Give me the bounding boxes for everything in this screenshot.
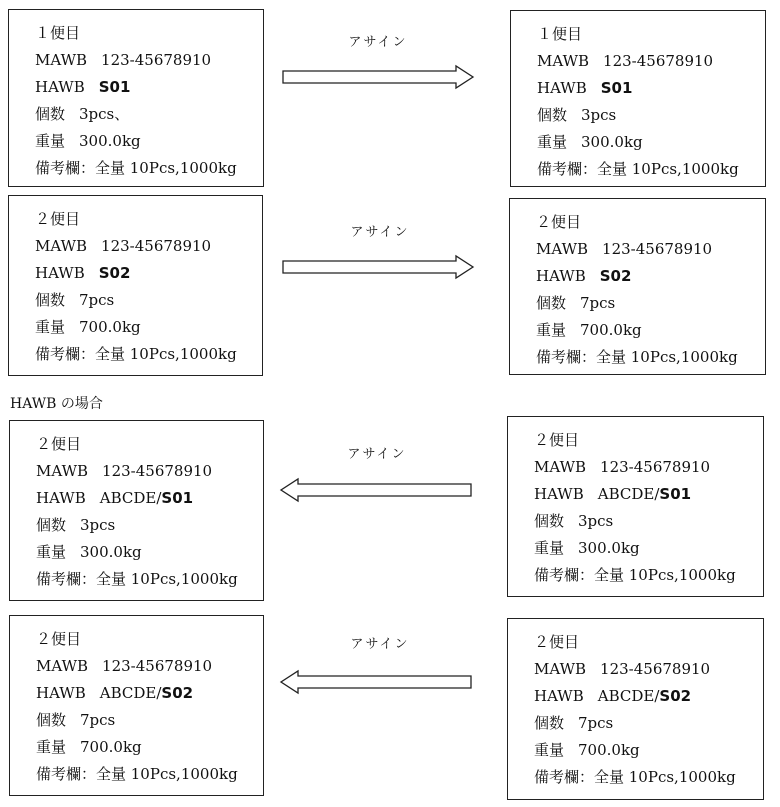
flight-number: ２便目 [534,633,580,651]
flight-number: ２便目 [36,630,82,648]
quantity-label: 個数 [536,294,567,312]
weight-row [35,314,262,341]
weight-value: 300.0kg [79,132,141,150]
quantity-label: 個数 [35,105,66,123]
quantity-row [36,512,263,539]
left-arrow-icon [279,669,475,695]
quantity-row [534,710,763,737]
weight-value: 700.0kg [80,738,142,756]
remarks-row: 備考欄：全量 10Pcs,1000kg [36,765,238,783]
weight-label: 重量 [36,543,67,561]
remarks-row: 備考欄：全量 10Pcs,1000kg [534,566,736,584]
quantity-label: 個数 [36,516,67,534]
shipment-card-pair4-left [9,615,264,796]
quantity-label: 個数 [36,711,67,729]
mawb-value: 123-45678910 [603,52,714,70]
hawb-row [35,74,263,101]
quantity-label: 個数 [534,512,565,530]
weight-row [537,129,765,156]
hawb-prefix: ABCDE/ [99,684,162,702]
weight-label: 重量 [537,133,568,151]
quantity-row [35,287,262,314]
mawb-label: MAWB [36,657,89,675]
hawb-label: HAWB [35,78,85,96]
mawb-label: MAWB [536,240,589,258]
assign-label: アサイン [347,447,407,462]
assign-label: アサイン [348,35,408,50]
hawb-label: HAWB [35,264,85,282]
hawb-row [534,683,763,710]
flight-number: ２便目 [35,210,81,228]
quantity-row [536,290,765,317]
flight-number: １便目 [537,25,583,43]
hawb-row [35,260,262,287]
hawb-label: HAWB [537,79,587,97]
weight-value: 300.0kg [578,539,640,557]
weight-row [536,317,765,344]
weight-value: 300.0kg [581,133,643,151]
mawb-label: MAWB [537,52,590,70]
mawb-label: MAWB [534,458,587,476]
remarks-row: 備考欄：全量 10Pcs,1000kg [35,345,237,363]
shipment-card-pair2-right [509,198,766,375]
quantity-label: 個数 [537,106,568,124]
mawb-label: MAWB [36,462,89,480]
shipment-card-pair3-right [507,416,764,597]
weight-label: 重量 [534,539,565,557]
section-label-hawb-case: HAWB の場合 [10,396,103,412]
remarks-row: 備考欄：全量 10Pcs,1000kg [536,348,738,366]
hawb-label: HAWB [534,687,584,705]
quantity-value: 3pcs [578,512,614,530]
hawb-value: S02 [161,684,194,702]
quantity-value: 3pcs [581,106,617,124]
quantity-value: 3pcs [80,516,116,534]
hawb-label: HAWB [36,684,86,702]
mawb-label: MAWB [35,51,88,69]
hawb-row [534,481,763,508]
weight-row [534,535,763,562]
weight-row [534,737,763,764]
hawb-value: S01 [98,78,131,96]
right-arrow-icon [281,64,477,90]
flight-number: ２便目 [534,431,580,449]
remarks-row: 備考欄：全量 10Pcs,1000kg [36,570,238,588]
quantity-row [537,102,765,129]
mawb-row [537,48,765,75]
shipment-card-pair1-right [510,10,766,187]
quantity-row [36,707,263,734]
remarks-row: 備考欄：全量 10Pcs,1000kg [534,768,736,786]
left-arrow-icon [279,477,475,503]
quantity-row [35,101,263,128]
remarks-row: 備考欄：全量 10Pcs,1000kg [537,160,739,178]
mawb-label: MAWB [35,237,88,255]
mawb-value: 123-45678910 [101,237,212,255]
hawb-row [36,485,263,512]
hawb-row [537,75,765,102]
weight-row [36,734,263,761]
quantity-value: 7pcs [80,711,116,729]
hawb-row [36,680,263,707]
quantity-value: 3pcs、 [79,105,130,123]
flight-number: ２便目 [36,435,82,453]
hawb-label: HAWB [536,267,586,285]
right-arrow-icon [281,254,477,280]
mawb-row [36,653,263,680]
flight-number: １便目 [35,24,81,42]
mawb-row [534,656,763,683]
weight-row [35,128,263,155]
assign-label: アサイン [350,637,410,652]
hawb-value: S01 [600,79,633,97]
quantity-label: 個数 [35,291,66,309]
hawb-label: HAWB [534,485,584,503]
hawb-prefix: ABCDE/ [99,489,162,507]
mawb-row [36,458,263,485]
quantity-value: 7pcs [79,291,115,309]
quantity-value: 7pcs [580,294,616,312]
weight-value: 700.0kg [79,318,141,336]
quantity-label: 個数 [534,714,565,732]
weight-label: 重量 [35,318,66,336]
shipment-card-pair1-left [8,9,264,187]
hawb-value: S01 [659,485,692,503]
weight-label: 重量 [36,738,67,756]
hawb-value: S02 [599,267,632,285]
hawb-prefix: ABCDE/ [597,687,660,705]
weight-label: 重量 [534,741,565,759]
hawb-value: S01 [161,489,194,507]
mawb-value: 123-45678910 [602,240,713,258]
mawb-row [35,233,262,260]
mawb-value: 123-45678910 [101,51,212,69]
hawb-label: HAWB [36,489,86,507]
weight-value: 700.0kg [578,741,640,759]
mawb-value: 123-45678910 [600,458,711,476]
flight-number: ２便目 [536,213,582,231]
hawb-value: S02 [659,687,692,705]
mawb-value: 123-45678910 [102,657,213,675]
quantity-row [534,508,763,535]
weight-value: 300.0kg [80,543,142,561]
mawb-row [536,236,765,263]
quantity-value: 7pcs [578,714,614,732]
mawb-value: 123-45678910 [600,660,711,678]
remarks-row: 備考欄：全量 10Pcs,1000kg [35,159,237,177]
shipment-card-pair4-right [507,618,764,800]
mawb-row [534,454,763,481]
shipment-card-pair3-left [9,420,264,601]
weight-row [36,539,263,566]
mawb-row [35,47,263,74]
weight-label: 重量 [536,321,567,339]
hawb-prefix: ABCDE/ [597,485,660,503]
mawb-label: MAWB [534,660,587,678]
hawb-row [536,263,765,290]
weight-label: 重量 [35,132,66,150]
shipment-card-pair2-left [8,195,263,376]
mawb-value: 123-45678910 [102,462,213,480]
weight-value: 700.0kg [580,321,642,339]
assign-label: アサイン [350,225,410,240]
hawb-value: S02 [98,264,131,282]
